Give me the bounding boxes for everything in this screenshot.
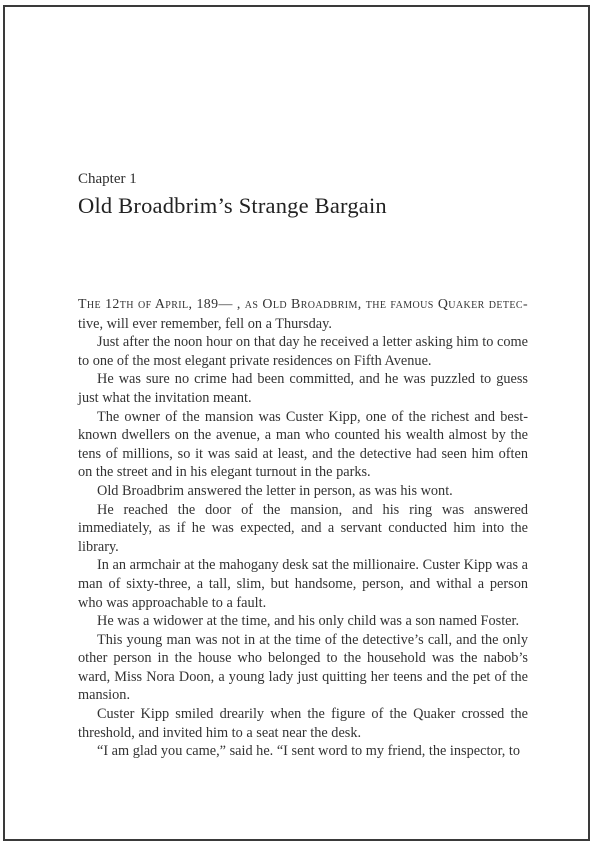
chapter-label: Chapter 1 (78, 171, 137, 187)
paragraph: Just after the noon hour on that day he received a letter asking him to come to one of the most elegant private residences on Fifth Avenue. (78, 334, 528, 369)
paragraph: Old Broadbrim answered the letter in person, as was his wont. (97, 482, 453, 499)
first-paragraph-continuation: tive, will ever remember, fell on a Thursday. (78, 315, 332, 332)
paragraph: He was sure no crime had been committed, and he was puzzled to guess just what the invitation meant. (78, 371, 528, 406)
paragraph: “I am glad you came,” said he. “I sent word to my friend, the inspector, to (97, 743, 521, 760)
paragraph-first (78, 296, 528, 333)
paragraph: In an armchair at the mahogany desk sat the millionaire. Custer Kipp was a man of sixty-three, a tall, slim, but handsome, person, and withal a person who was approachable to a fault. (78, 557, 528, 611)
page-content (78, 7, 528, 761)
paragraph: He reached the door of the mansion, and his ring was answered immediately, as if he was expected, and a servant conducted him into the library. (78, 501, 528, 555)
chapter-title: Old Broadbrim’s Strange Bargain (78, 193, 387, 218)
paragraph: The owner of the mansion was Custer Kipp, one of the richest and best-known dwellers on the avenue, a man who counted his wealth almost by the tens of millions, so it was said at least, and the detective had seen him often on the street and in his elegant turnout in the parks. (78, 408, 528, 481)
body-text (78, 296, 528, 761)
paragraph: This young man was not in at the time of the detective’s call, and the only other person in the house who belonged to the household was the nabob’s ward, Miss Nora Doon, a young lady just quitting her teens and the pet of the mansion. (78, 631, 528, 704)
smallcaps-lead-line: The 12th of April, 189— , as Old Broadbrim, the famous Quaker detec- (78, 297, 528, 312)
page-frame (3, 5, 590, 841)
paragraph: Custer Kipp smiled drearily when the figure of the Quaker crossed the threshold, and invited him to a seat near the desk. (78, 706, 528, 741)
paragraph: He was a widower at the time, and his only child was a son named Foster. (97, 613, 520, 630)
